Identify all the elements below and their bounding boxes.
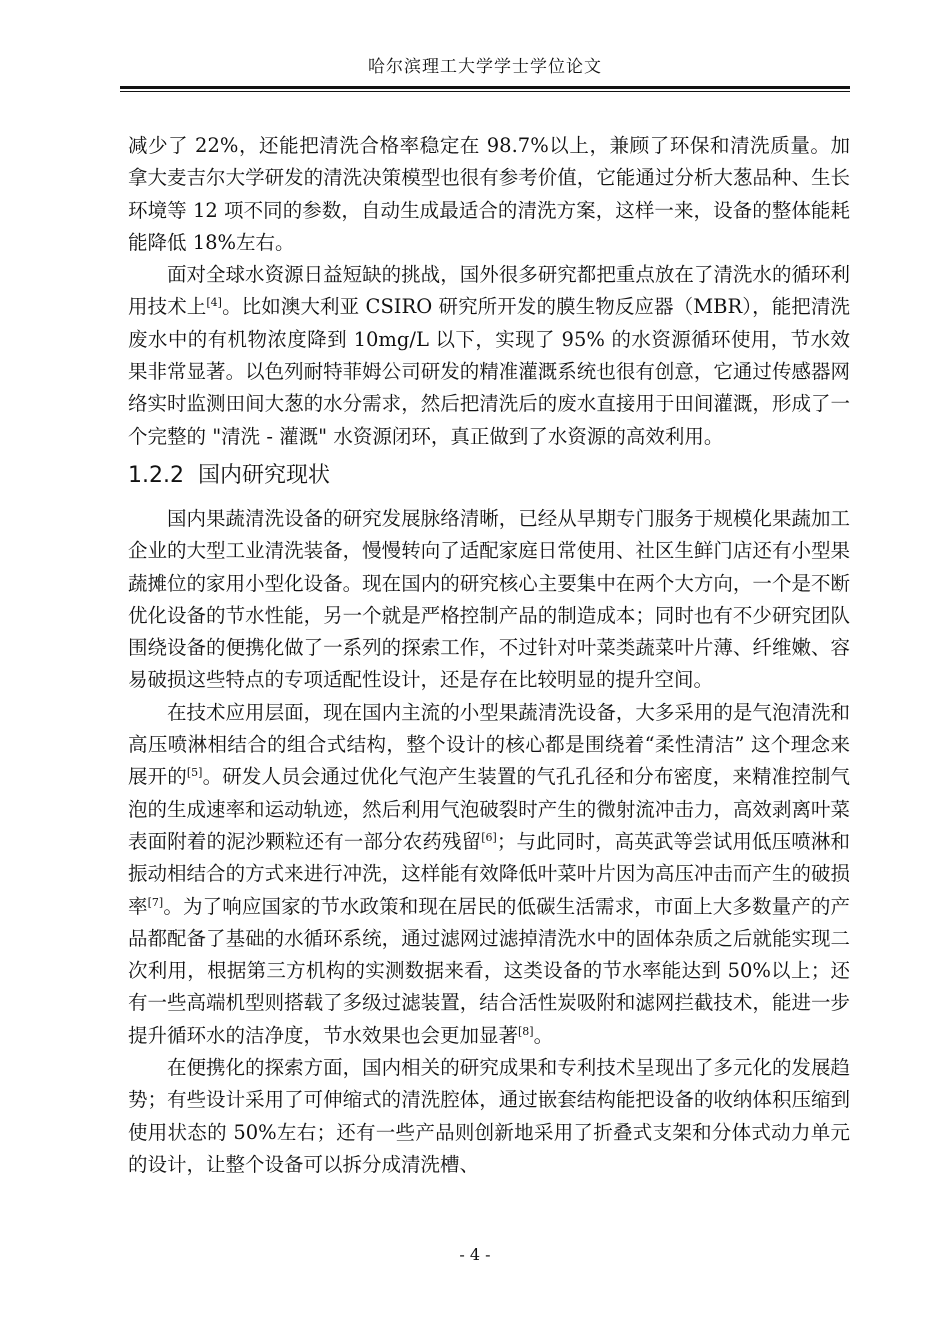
citation-ref: [4] — [206, 296, 222, 310]
paragraph-portability: 在便携化的探索方面，国内相关的研究成果和专利技术呈现出了多元化的发展趋势；有些设计采用了可伸缩式的清洗腔体，通过嵌套结构能把设备的收纳体积压缩到使用状态的 50%左右；还有一些产品则创新地采用了折叠式支架和分体式动力单元的设计，让整个设备可以拆分成清洗槽、 — [128, 1056, 850, 1176]
page-number: - 4 - — [459, 1245, 491, 1264]
citation-ref: [6] — [481, 830, 497, 844]
section-title: 国内研究现状 — [197, 462, 330, 488]
paragraph-text: 。 — [533, 1023, 554, 1047]
paragraph-domestic-overview: 国内果蔬清洗设备的研究发展脉络清晰，已经从早期专门服务于规模化果蔬加工企业的大型工业清洗装备，慢慢转向了适配家庭日常使用、社区生鲜门店还有小型果蔬摊位的家用小型化设备。现在国内的研究核心主要集中在两个大方向，一个是不断优化设备的节水性能，另一个就是严格控制产品的制造成本；同时也有不少研究团队围绕设备的便携化做了一系列的探索工作，不过针对叶菜类蔬菜叶片薄、纤维嫩、容易破损这些特点的专项适配性设计，还是存在比较明显的提升空间。 — [128, 506, 850, 692]
paragraph-text: 。比如澳大利亚 CSIRO 研究所开发的膜生物反应器（MBR），能把清洗废水中的有机物浓度降到 10mg/L 以下，实现了 95% 的水资源循环使用，节水效果非常显著。以色列耐特菲姆公司研发的精准灌溉系统也很有创意，它通过传感器网络实时监测田间大葱的水分需求，然后把清洗后的废水直接用于田间灌溉，形成了一个完整的 "清洗 - 灌溉" 水资源闭环，真正做到了水资源的高效利用。 — [128, 295, 850, 448]
paragraph-text: 。研发人员会通过优化气泡产生装置的气孔孔径和分布密度，来精准控制气泡的生成速率和运动轨迹，然后利用气泡破裂时产生的微射流冲击力，高效剥离叶菜表面附着的泥沙颗粒还有一部分农药残留 — [128, 765, 850, 853]
header-rule-thick — [120, 86, 850, 89]
header-rule-thin — [120, 91, 850, 92]
citation-ref: [5] — [186, 766, 203, 780]
paragraph-text: 面对全球水资源日益短缺的挑战，国外很多研究都把重点放在了清洗水的循环利用技术上 — [128, 263, 850, 319]
paragraph-technology — [128, 697, 850, 1052]
paragraph-text: ；与此同时，高英武等尝试用低压喷淋和振动相结合的方式来进行冲洗，这样能有效降低叶菜叶片因为高压冲击而产生的破损率 — [128, 829, 850, 918]
citation-ref: [7] — [147, 895, 164, 909]
section-number: 1.2.2 — [128, 462, 184, 488]
section-heading — [128, 463, 850, 489]
paragraph-text: 在技术应用层面，现在国内主流的小型果蔬清洗设备，大多采用的是气泡清洗和高压喷淋相结合的组合式结构，整个设计的核心都是围绕着“柔性清洁” 这个理念来展开的 — [128, 700, 850, 789]
page-body — [128, 130, 850, 1181]
running-header: 哈尔滨理工大学学士学位论文 — [368, 57, 602, 77]
paragraph-continuation: 减少了 22%，还能把清洗合格率稳定在 98.7%以上，兼顾了环保和清洗质量。加拿大麦吉尔大学研发的清洗决策模型也很有参考价值，它能通过分析大葱品种、生长环境等 12 项不同的参数，自动生成最适合的清洗方案，这样一来，设备的整体能耗能降低 18%左右。 — [128, 134, 850, 254]
paragraph-water-recycling — [128, 259, 850, 453]
paragraph-text: 。为了响应国家的节水政策和现在居民的低碳生活需求，市面上大多数量产的产品都配备了基础的水循环系统，通过滤网过滤掉清洗水中的固体杂质之后就能实现二次利用，根据第三方机构的实测数据来看，这类设备的节水率能达到 50%以上；还有一些高端机型则搭载了多级过滤装置，结合活性炭吸附和滤网拦截技术，能进一步提升循环水的洁净度，节水效果也会更加显著 — [128, 894, 850, 1047]
citation-ref: [8] — [518, 1024, 534, 1038]
